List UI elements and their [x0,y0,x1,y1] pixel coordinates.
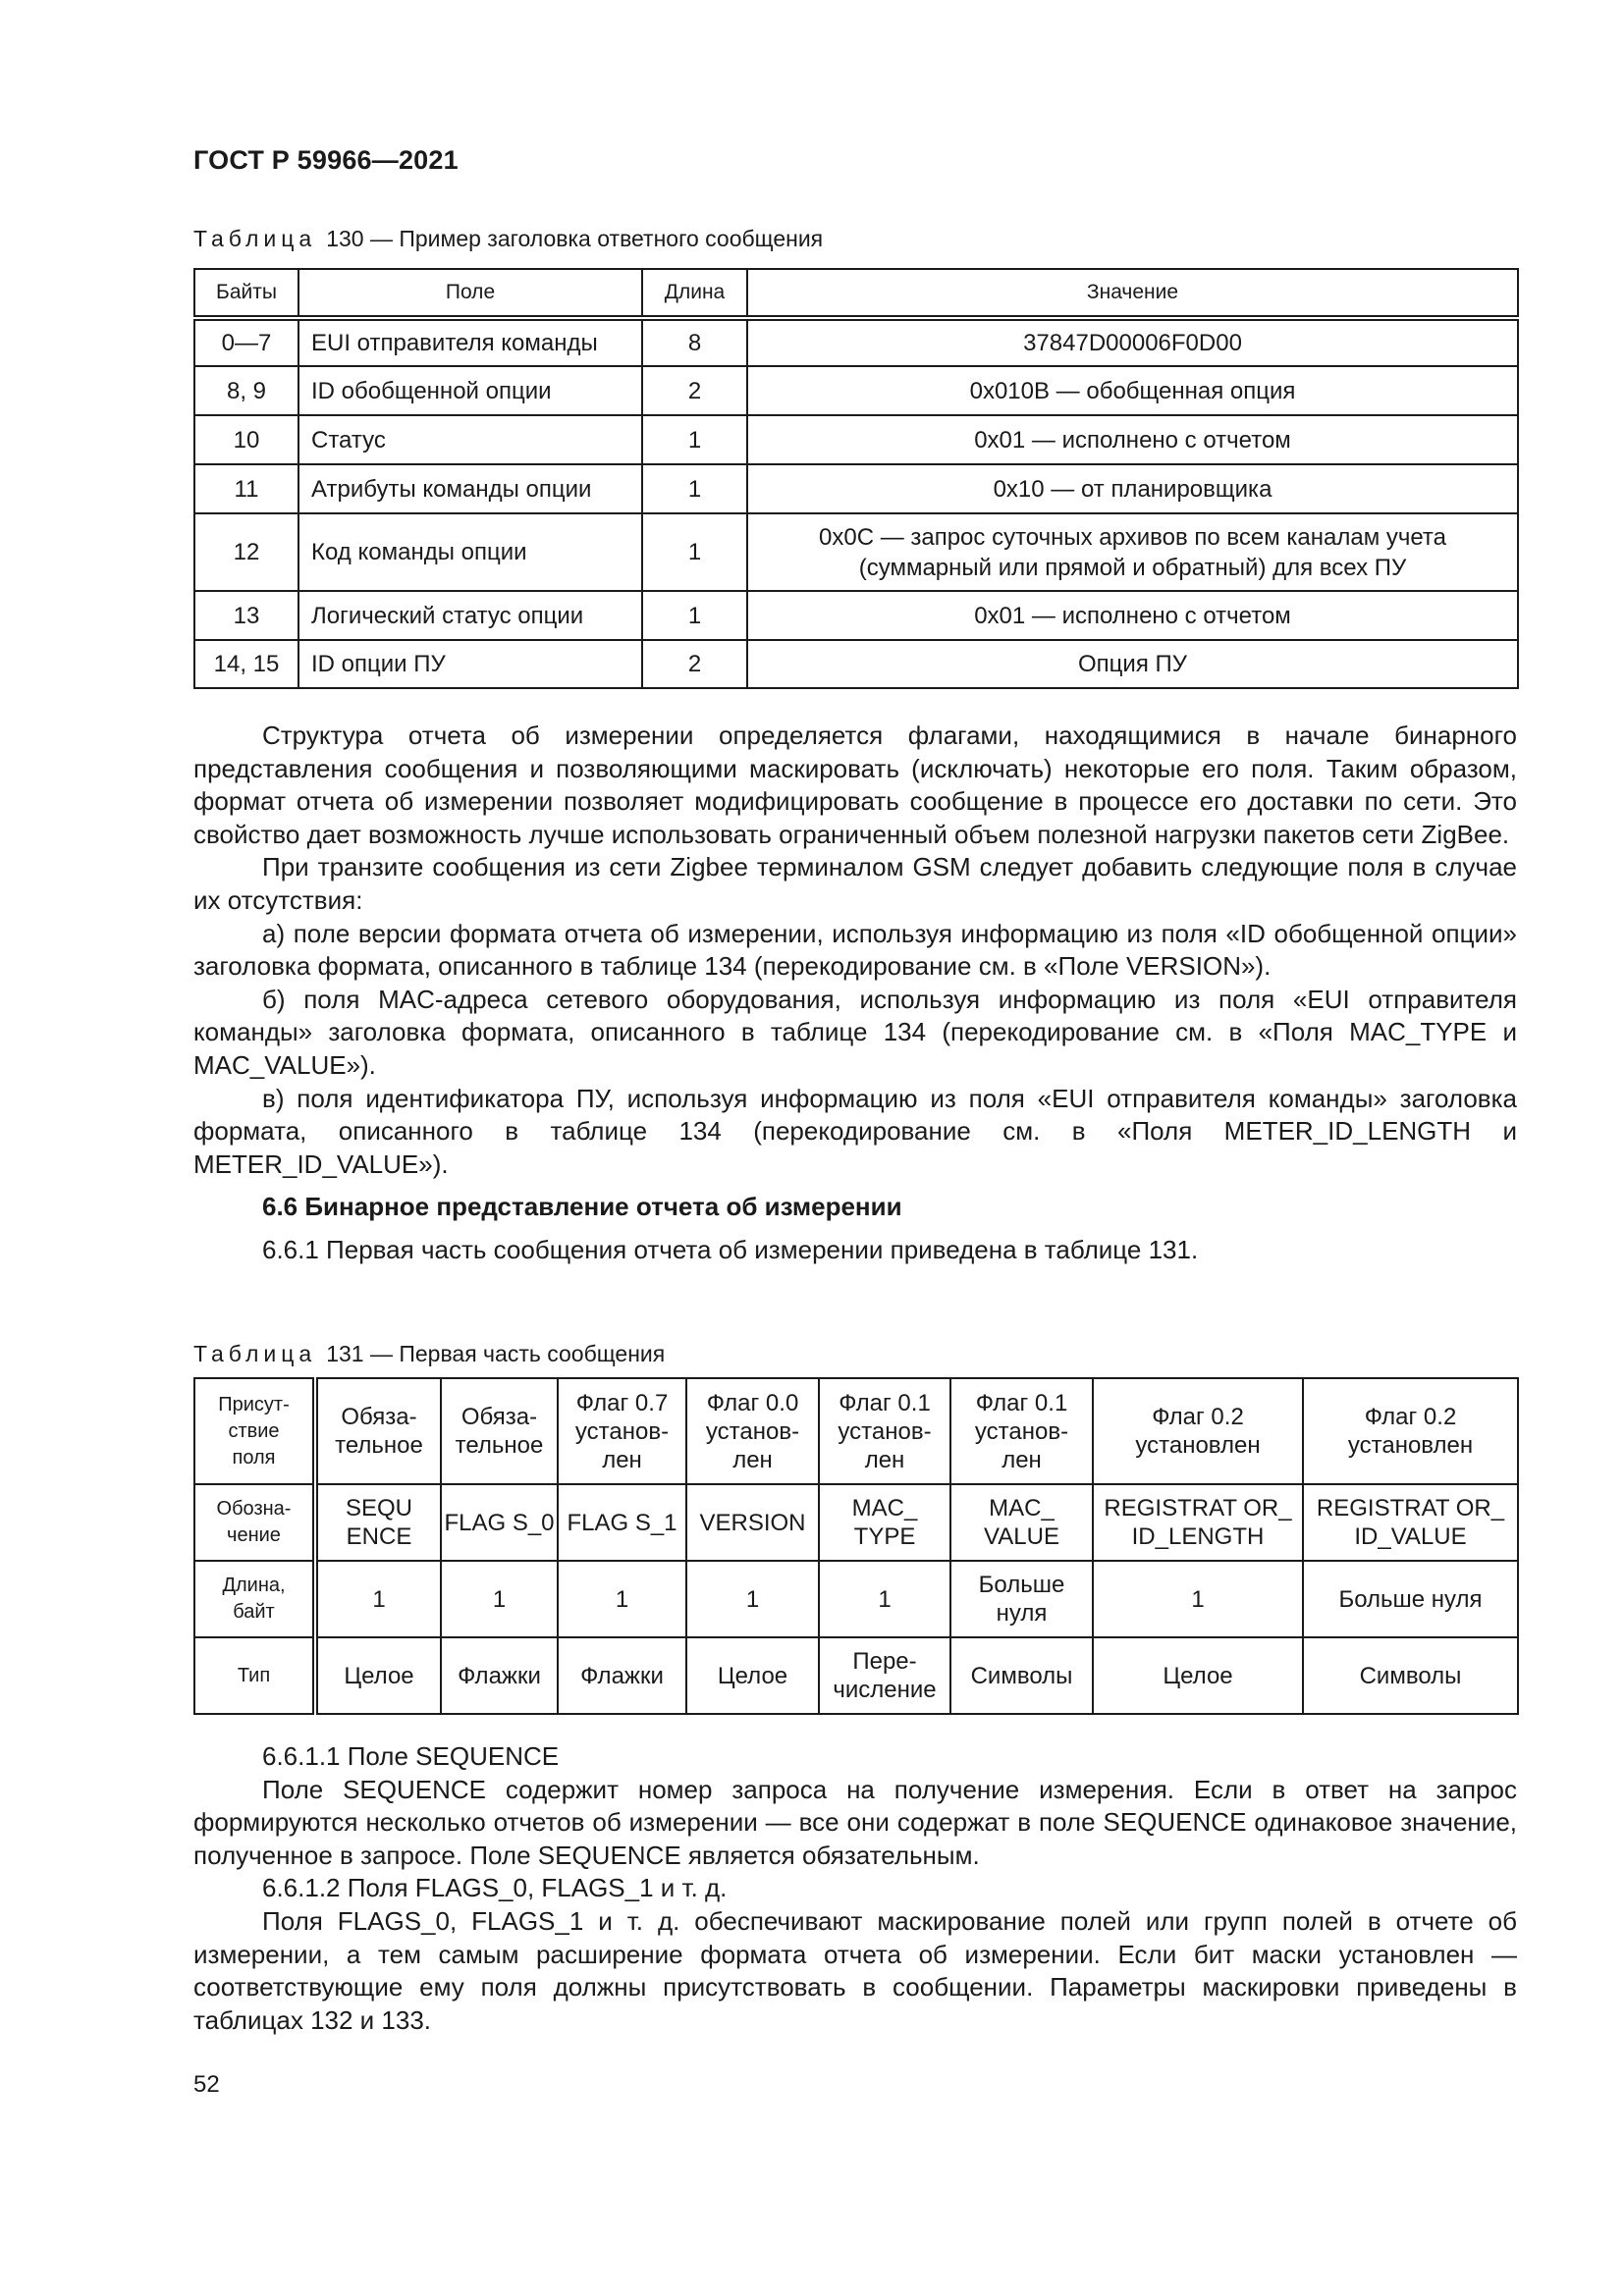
cell-field: Код команды опции [298,513,642,591]
cell-bytes: 13 [194,591,298,640]
cell-line: установлен [1347,1432,1474,1459]
cell-line: Обяза- [460,1404,538,1430]
cell-bytes: 11 [194,464,298,513]
row-header-line: байт [233,1601,275,1623]
cell-length: 1 [642,591,747,640]
row-header-line: ствие [228,1419,280,1442]
subsection-heading: 6.6.1.1 Поле SEQUENCE [262,1741,560,1771]
cell-designation [950,1484,1093,1561]
row-length [194,1561,1518,1637]
cell-line: 1 [615,1585,629,1613]
cell-value: 0x01 — исполнено с отчетом [747,415,1518,464]
body-section-2 [193,1740,1517,2037]
cell-presence [1303,1378,1518,1484]
cell-line: 1 [878,1585,892,1613]
cell-line: Флажки [580,1662,664,1689]
paragraph: Структура отчета об измерении определяется флагами, находящимися в начале бинарного представления сообщения и позволяющими маскировать (исключать) некоторые его поля. Таким образом, формат отчета об измерении позволяет модифицировать сообщение в процессе его доставки по сети. Это свойство дает возможность лучше использовать ограниченный объем полезной нагрузки пакетов сети ZigBee. [193,721,1517,849]
row-header [194,1484,315,1561]
cell-type [686,1637,819,1714]
cell-line: Символы [1359,1662,1462,1689]
row-presence [194,1378,1518,1484]
cell-line: MAC_ [851,1495,918,1522]
cell-field: ID опции ПУ [298,640,642,688]
cell-line: Больше нуля [1338,1585,1483,1613]
cell-designation [819,1484,950,1561]
row-type [194,1637,1518,1714]
cell-value: 0x01 — исполнено с отчетом [747,591,1518,640]
cell-presence [1093,1378,1303,1484]
table-131 [193,1377,1519,1715]
list-item-b: б) поля MAC-адреса сетевого оборудования, используя информацию из поля «EUI отправителя команды» заголовка формата, описанного в таблице 134 (перекодирование см. в «Поля MAC_TYPE и MAC_VALUE»). [193,984,1517,1080]
table-131-caption [193,1341,665,1367]
cell-line: установ- [574,1417,670,1445]
cell-length [441,1561,558,1637]
row-header-line: поля [232,1446,276,1468]
body-section-1 [193,720,1517,1267]
cell-designation [558,1484,686,1561]
cell-length [950,1561,1093,1637]
cell-line: Пере- [852,1648,917,1675]
caption-text: 130 — Пример заголовка ответного сообщения [326,226,824,251]
cell-designation [315,1484,441,1561]
cell-length: 8 [642,318,747,366]
cell-bytes: 12 [194,513,298,591]
section-heading: 6.6 Бинарное представление отчета об измерении [262,1192,902,1222]
cell-line: SEQU [345,1495,412,1522]
cell-line: Флаг 0.2 [1364,1404,1457,1430]
row-header [194,1561,315,1637]
cell-presence [315,1378,441,1484]
cell-designation [686,1484,819,1561]
document-header: ГОСТ Р 59966—2021 [193,145,459,175]
cell-line: REGISTRAT OR_ [1316,1495,1505,1522]
cell-length: 1 [642,464,747,513]
cell-length [686,1561,819,1637]
cell-line: VALUE [984,1523,1059,1550]
cell-field: EUI отправителя команды [298,318,642,366]
table-row [194,640,1518,688]
column-header-length: Длина [642,269,747,318]
cell-length [1093,1561,1303,1637]
cell-length [819,1561,950,1637]
table-row [194,415,1518,464]
cell-length [558,1561,686,1637]
cell-length [315,1561,441,1637]
cell-type [315,1637,441,1714]
cell-length: 2 [642,640,747,688]
caption-word: Таблица [193,226,317,251]
cell-line: Больше [978,1572,1065,1598]
cell-designation [1093,1484,1303,1561]
row-header [194,1637,315,1714]
list-item-a: а) поле версии формата отчета об измерении, используя информацию из поля «ID обобщенной опции» заголовка формата, описанного в таблице 134 (перекодирование см. в «Поле VERSION»). [193,918,1517,982]
cell-line: 1 [492,1585,507,1613]
cell-line: Флажки [458,1662,541,1689]
row-header-line: чение [227,1524,281,1546]
cell-line: Флаг 0.7 [575,1389,669,1416]
row-header-line: Длина, [222,1575,286,1596]
cell-line: Обяза- [341,1404,417,1430]
cell-line: Целое [1163,1662,1233,1689]
cell-value: Опция ПУ [747,640,1518,688]
table-130 [193,268,1519,689]
cell-length: 1 [642,415,747,464]
cell-type [1093,1637,1303,1714]
cell-bytes: 14, 15 [194,640,298,688]
page-number: 52 [193,2071,220,2098]
row-header-line: Обозна- [216,1498,292,1520]
cell-line: лен [732,1446,773,1473]
cell-line: установ- [974,1417,1069,1445]
table-header-row [194,269,1518,318]
cell-line: 1 [745,1585,760,1613]
column-header-value: Значение [747,269,1518,318]
cell-line: VERSION [699,1509,806,1536]
cell-value-line: (суммарный или прямой и обратный) для всех ПУ [858,554,1407,581]
cell-line: установ- [705,1417,800,1445]
subsection-heading: 6.6.1.2 Поля FLAGS_0, FLAGS_1 и т. д. [262,1873,728,1903]
caption-word: Таблица [193,1341,317,1366]
cell-value-line: 0x0C — запрос суточных архивов по всем каналам учета [819,523,1446,551]
cell-field: ID обобщенной опции [298,366,642,415]
cell-type [1303,1637,1518,1714]
cell-line: тельное [455,1432,544,1459]
cell-line: Флаг 0.1 [839,1389,931,1416]
cell-line: MAC_ [989,1495,1055,1522]
paragraph: 6.6.1 Первая часть сообщения отчета об измерении приведена в таблице 131. [262,1234,1199,1264]
cell-line: лен [1001,1446,1042,1473]
cell-line: тельное [335,1432,423,1459]
cell-line: числение [833,1677,937,1703]
table-row [194,366,1518,415]
cell-line: нуля [996,1600,1048,1627]
caption-text: 131 — Первая часть сообщения [326,1341,666,1366]
table-row [194,513,1518,591]
paragraph: При транзите сообщения из сети Zigbee терминалом GSM следует добавить следующие поля в случае их отсутствия: [193,852,1517,915]
cell-type [441,1637,558,1714]
cell-line: лен [602,1446,642,1473]
cell-line: Символы [970,1662,1073,1689]
row-header [194,1378,315,1484]
list-item-v: в) поля идентификатора ПУ, используя информацию из поля «EUI отправителя команды» заголовка формата, описанного в таблице 134 (перекодирование см. в «Поля METER_ID_LENGTH и METER_ID_VALUE»). [193,1083,1517,1179]
row-designation [194,1484,1518,1561]
table-130-caption [193,226,823,252]
cell-length: 1 [642,513,747,591]
cell-type [819,1637,950,1714]
cell-presence [950,1378,1093,1484]
column-header-field: Поле [298,269,642,318]
row-header-line: Присут- [218,1393,290,1415]
table-row [194,464,1518,513]
cell-bytes: 10 [194,415,298,464]
cell-length [1303,1561,1518,1637]
cell-presence [441,1378,558,1484]
cell-line: 1 [372,1585,386,1613]
cell-line: TYPE [853,1523,916,1550]
cell-line: ID_LENGTH [1131,1523,1265,1550]
cell-line: Флаг 0.2 [1152,1404,1244,1430]
cell-field: Статус [298,415,642,464]
cell-presence [686,1378,819,1484]
cell-field: Логический статус опции [298,591,642,640]
cell-line: 1 [1191,1585,1205,1613]
cell-line: Флаг 0.0 [706,1389,799,1416]
cell-bytes: 0—7 [194,318,298,366]
cell-field: Атрибуты команды опции [298,464,642,513]
cell-value: 0x10 — от планировщика [747,464,1518,513]
cell-bytes: 8, 9 [194,366,298,415]
cell-line: REGISTRAT OR_ [1104,1495,1292,1522]
paragraph: Поля FLAGS_0, FLAGS_1 и т. д. обеспечивают маскирование полей или групп полей в отчете об измерении, а тем самым расширение формата отчета об измерении. Если бит маски установлен — соответствующие ему поля должны присутствовать в сообщении. Параметры маскировки приведены в таблицах 132 и 133. [193,1905,1517,2035]
cell-type [558,1637,686,1714]
cell-presence [558,1378,686,1484]
column-header-bytes: Байты [194,269,298,318]
cell-designation [441,1484,558,1561]
paragraph: Поле SEQUENCE содержит номер запроса на получение измерения. Если в ответ на запрос формируются несколько отчетов об измерении — все они содержат в поле SEQUENCE одинаковое значение, полученное в запросе. Поле SEQUENCE является обязательным. [193,1774,1517,1870]
row-header-line: Тип [237,1664,271,1686]
cell-line: Целое [717,1662,788,1689]
cell-line: FLAG S_0 [444,1509,555,1536]
cell-line: Флаг 0.1 [975,1389,1068,1416]
cell-value: 0x010B — обобщенная опция [747,366,1518,415]
table-row [194,591,1518,640]
cell-line: установ- [838,1417,932,1445]
cell-line: установлен [1135,1432,1261,1459]
cell-length: 2 [642,366,747,415]
cell-line: Целое [344,1662,414,1689]
cell-line: ENCE [346,1523,412,1550]
cell-designation [1303,1484,1518,1561]
table-row [194,318,1518,366]
cell-line: лен [864,1446,905,1473]
cell-value: 37847D00006F0D00 [747,318,1518,366]
cell-presence [819,1378,950,1484]
cell-line: FLAG S_1 [567,1509,677,1536]
cell-line: ID_VALUE [1354,1523,1467,1550]
cell-value [747,513,1518,591]
cell-type [950,1637,1093,1714]
